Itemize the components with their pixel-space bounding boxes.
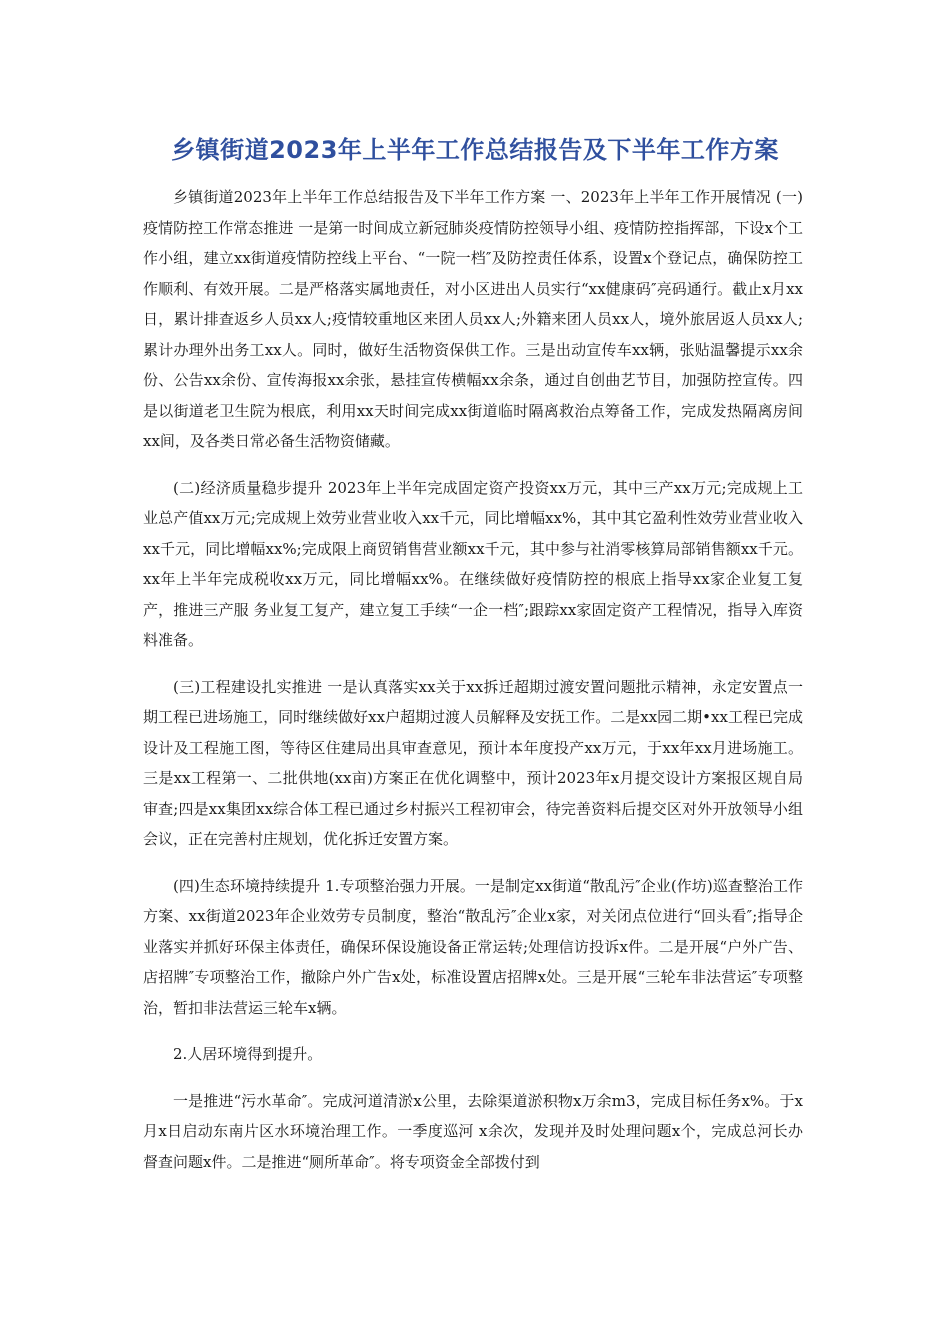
document-body bbox=[143, 182, 803, 1193]
document-title: 乡镇街道2023年上半年工作总结报告及下半年工作方案 bbox=[171, 136, 779, 164]
paragraph-intro: 乡镇街道2023年上半年工作总结报告及下半年工作方案 一、2023年上半年工作开展情况 (一)疫情防控工作常态推进 一是第一时间成立新冠肺炎疫情防控领导小组、疫情防控指挥部，下设x个工作小组，建立xx街道疫情防控线上平台、“一院一档″及防控责任体系，设置x个登记点，确保防控工作顺利、有效开展。二是严格落实属地责任，对小区进出人员实行“xx健康码″亮码通行。截止x月xx日，累计排查返乡人员xx人;疫情较重地区来团人员xx人;外籍来团人员xx人，境外旅居返人员xx人;累计办理外出务工xx人。同时，做好生活物资保供工作。三是出动宣传车xx辆，张贴温馨提示xx余份、公告xx余份、宣传海报xx余张，悬挂宣传横幅xx余条，通过自创曲艺节目，加强防控宣传。四是以街道老卫生院为根底，利用xx天时间完成xx街道临时隔离救治点筹备工作，完成发热隔离房间xx间，及各类日常必备生活物资储藏。 bbox=[143, 188, 803, 450]
paragraph-living-environment-heading: 2.人居环境得到提升。 bbox=[173, 1045, 323, 1063]
paragraph-economy: (二)经济质量稳步提升 2023年上半年完成固定资产投资xx万元，其中三产xx万元;完成规上工业总产值xx万元;完成规上效劳业营业收入xx千元，同比增幅xx%，其中其它盈利性效劳业营业收入xx千元，同比增幅xx%;完成限上商贸销售营业额xx千元，其中参与社消零核算局部销售额xx千元。xx年上半年完成税收xx万元，同比增幅xx%。在继续做好疫情防控的根底上指导xx家企业复工复产，推进三产服 务业复工复产，建立复工手续“一企一档″;跟踪xx家固定资产工程情况，指导入库资料准备。 bbox=[143, 478, 803, 649]
paragraph-construction: (三)工程建设扎实推进 一是认真落实xx关于xx拆迁超期过渡安置问题批示精神，永定安置点一期工程已进场施工，同时继续做好xx户超期过渡人员解释及安抚工作。二是xx园二期•xx工程已完成设计及工程施工图，等待区住建局出具审查意见，预计本年度投产xx万元，于xx年xx月进场施工。三是xx工程第一、二批供地(xx亩)方案正在优化调整中，预计2023年x月提交设计方案报区规自局审查;四是xx集团xx综合体工程已通过乡村振兴工程初审会，待完善资料后提交区对外开放领导小组会议，正在完善村庄规划，优化拆迁安置方案。 bbox=[143, 677, 803, 848]
paragraph-environment: (四)生态环境持续提升 1.专项整治强力开展。一是制定xx街道“散乱污″企业(作坊)巡查整治工作方案、xx街道2023年企业效劳专员制度，整治“散乱污″企业x家，对关闭点位进行“回头看″;指导企业落实并抓好环保主体责任，确保环保设施设备正常运转;处理信访投诉x件。二是开展“户外广告、店招牌″专项整治工作，撤除户外广告x处，标准设置店招牌x处。三是开展“三轮车非法营运″专项整治，暂扣非法营运三轮车x辆。 bbox=[143, 876, 803, 1017]
paragraph-living-environment: 一是推进“污水革命″。完成河道清淤x公里，去除渠道淤积物x万余m3，完成目标任务x%。于x月x日启动东南片区水环境治理工作。一季度巡河 x余次，发现并及时处理问题x个，完成总河长办督查问题x件。二是推进“厕所革命″。将专项资金全部拨付到 bbox=[143, 1091, 803, 1171]
